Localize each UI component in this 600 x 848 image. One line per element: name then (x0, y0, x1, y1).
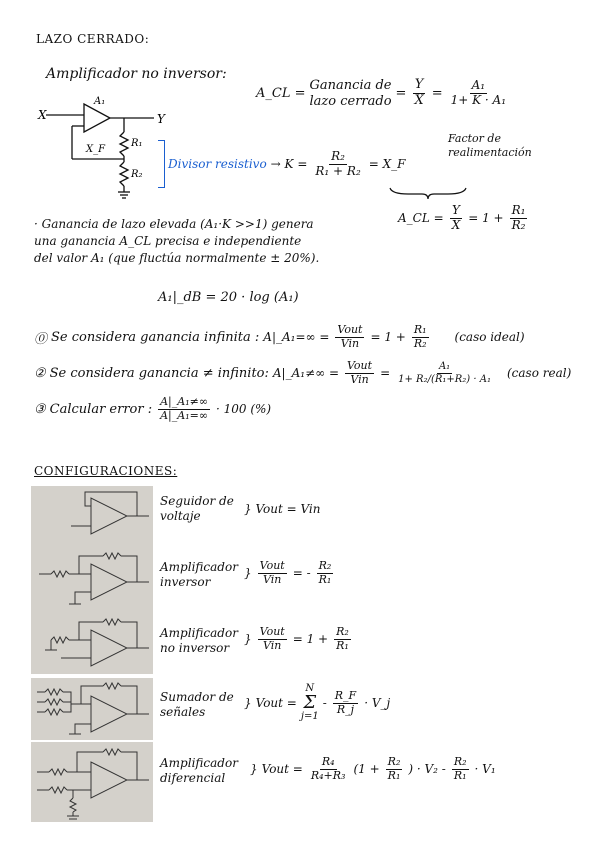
acl-den1: X (414, 93, 424, 109)
config-5-num: R₄ (321, 755, 335, 768)
amp-label: Amplificador no inversor: (46, 66, 227, 82)
config-4-formula: } Vout = N Σ j=1 - $\frac{R\_F}{R\_j}$ · V_j (244, 683, 391, 722)
config-2-name1: Amplificador (160, 560, 238, 574)
feedback-note (448, 132, 532, 160)
acl-num1: Y (414, 77, 424, 93)
step-1 (34, 324, 525, 350)
db-formula: A₁|_dB = 20 · log (A₁) (158, 290, 299, 305)
acl-definition (256, 78, 510, 109)
config-5-name2: diferencial (160, 771, 226, 785)
divisor-row (168, 150, 406, 179)
curly-brace (388, 186, 468, 200)
step-3 (34, 396, 271, 422)
config-5-den3: R₁ (453, 768, 467, 782)
step-2-lhs: A|_A₁≠∞ = (272, 366, 339, 381)
config-2-lden: Vin (262, 572, 282, 586)
config-5-num2: R₂ (387, 755, 401, 768)
acl-eq: = (395, 86, 407, 102)
config-4-den: R_j (336, 702, 355, 716)
acl-result-mid: = 1 + (468, 211, 504, 226)
sigma-symbol: Σ (303, 692, 317, 713)
config-title: CONFIGURACIONES: (34, 464, 178, 478)
gain-note (34, 216, 319, 266)
step-1-text: Se considera ganancia infinita : (51, 329, 260, 345)
step-3-fden: A|_A₁=∞ (160, 408, 208, 422)
step-1-num: ⓪ (34, 331, 48, 347)
config-1-name (160, 494, 234, 524)
step-2-fnum: Vout (347, 359, 373, 372)
step-1-fnum: Vout (337, 323, 363, 336)
config-1-name1: Seguidor de (160, 494, 234, 508)
gain-note-line2: una ganancia A_CL precisa e independiente (34, 233, 302, 248)
step-2-text: Se considera ganancia ≠ infinito: (49, 365, 269, 381)
acl-result-den: X (451, 217, 461, 232)
step-1-fnum2: R₁ (413, 323, 427, 336)
config-4-num: R_F (334, 688, 357, 702)
config-thumb-inverting (31, 546, 153, 610)
config-5-tail: · V₁ (474, 762, 496, 777)
acl-text1: Ganancia de (309, 78, 392, 93)
step-1-mid: = 1 + (370, 330, 406, 345)
divisor-bracket (158, 140, 165, 188)
config-1-name2: voltaje (160, 509, 201, 523)
step-3-text: Calcular error : (49, 401, 153, 417)
config-2-formula: } $\frac{\text{Vout}}{\text{Vin}}$ = - $\frac{\text{R₂}}{\text{R₁}}$ (244, 559, 332, 586)
acl-eq2: = (431, 86, 443, 102)
config-5-paren-r: ) · V₂ - (408, 762, 446, 777)
config-2-mid: = - (292, 566, 311, 581)
config-5-name1: Amplificador (160, 756, 238, 770)
feedback-note-1: Factor de (448, 132, 501, 145)
config-2-name2: inversor (160, 575, 211, 589)
acl-result-num: Y (452, 203, 460, 217)
config-thumb-follower (31, 486, 153, 546)
step-2-fden2: 1+ R₂/(R₁+R₂) · A₁ (398, 373, 491, 385)
config-4-lhs: Vout = (255, 696, 297, 710)
config-3-lden: Vin (262, 638, 282, 652)
config-5-name (160, 756, 238, 786)
config-3-den: R₁ (336, 638, 349, 652)
step-1-fden: Vin (340, 336, 360, 350)
config-3-name2: no inversor (160, 641, 230, 655)
step-1-fden2: R₂ (413, 336, 427, 350)
divisor-label: Divisor resistivo (168, 157, 267, 172)
amp-xf-label: X_F (86, 144, 106, 155)
step-2-mid: = (380, 366, 391, 381)
config-4-name (160, 690, 234, 720)
config-4-sum-bot: j=1 (300, 711, 319, 722)
step-2-note: (caso real) (506, 366, 572, 381)
amp-r1-label: R₁ (131, 138, 143, 149)
step-3-num: ③ (34, 401, 46, 417)
config-3-name (160, 626, 238, 656)
step-2-fnum2: A₁ (438, 361, 451, 373)
config-4-name1: Sumador de (160, 690, 234, 704)
config-2-name (160, 560, 238, 590)
divisor-rhs: = X_F (368, 157, 406, 172)
acl-lhs: A_CL = (256, 86, 306, 102)
amp-x-label: X (38, 108, 47, 122)
step-2-fden: Vin (350, 372, 369, 386)
step-1-note: (caso ideal) (454, 330, 525, 345)
config-2-lnum: Vout (259, 559, 285, 572)
acl-den2: 1+ K · A₁ (450, 93, 506, 108)
config-thumb-noninverting (31, 610, 153, 674)
config-4-tail: · V_j (364, 696, 391, 710)
config-3-formula: } $\frac{\text{Vout}}{\text{Vin}}$ = 1 + $\frac{\text{R₂}}{\text{R₁}}$ (244, 625, 349, 652)
config-5-paren-l: (1 + (353, 762, 380, 777)
step-2 (34, 360, 571, 386)
config-thumb-differential (31, 742, 153, 822)
feedback-note-2: realimentación (448, 145, 532, 159)
page-title: LAZO CERRADO: (36, 32, 150, 46)
config-thumb-summer (31, 678, 153, 740)
step-3-fnum: A|_A₁≠∞ (160, 395, 208, 408)
config-5-num3: R₂ (453, 755, 467, 768)
config-3-mid: = 1 + (292, 632, 329, 647)
config-5-den2: R₁ (387, 768, 401, 782)
config-3-num: R₂ (336, 625, 349, 638)
step-1-lhs: A|_A₁=∞ = (263, 330, 330, 345)
step-2-num: ② (34, 365, 46, 381)
gain-note-line3: del valor A₁ (que fluctúa normalmente ± 20%). (34, 250, 320, 265)
divisor-arrow: → K = (270, 157, 308, 172)
acl-num2: A₁ (471, 78, 486, 93)
config-1-eq: Vout = Vin (255, 502, 321, 516)
config-5-den: R₄+R₃ (310, 768, 346, 782)
config-3-lnum: Vout (259, 625, 285, 638)
acl-text2: lazo cerrado (309, 93, 392, 109)
amp-r2-label: R₂ (131, 169, 143, 180)
divisor-num: R₂ (331, 149, 345, 163)
config-3-name1: Amplificador (160, 626, 238, 640)
divisor-den: R₁ + R₂ (315, 163, 361, 178)
acl-result-num2: R₁ (511, 203, 526, 217)
config-5-formula: } Vout = $\frac{\text{R₄}}{\text{R₄+R₃}}$ (1 + $\frac{\text{R₂}}{\text{R₁}}$ ) · V₂ - $\frac{\text{R₂}}{\text{R₁}}$ · V₁ (250, 755, 496, 782)
config-4-name2: señales (160, 705, 206, 719)
config-1-formula: } Vout = Vin (244, 502, 321, 516)
config-2-den: R₁ (318, 572, 332, 586)
config-2-num: R₂ (318, 559, 332, 572)
config-5-lhs: Vout = (261, 762, 303, 777)
config-4-sign: - (322, 696, 327, 710)
acl-result (398, 204, 529, 233)
gain-note-line1: · Ganancia de lazo elevada (A₁·K >>1) genera (34, 217, 314, 231)
acl-result-den2: R₂ (511, 217, 526, 232)
step-3-tail: · 100 (%) (216, 402, 272, 417)
non-inverting-amp-diagram (36, 92, 166, 202)
amp-y-label: Y (157, 112, 165, 126)
acl-result-lhs: A_CL = (398, 211, 444, 226)
config-4-sum-top: N (305, 683, 315, 694)
amp-a1-label: A₁ (94, 96, 106, 107)
